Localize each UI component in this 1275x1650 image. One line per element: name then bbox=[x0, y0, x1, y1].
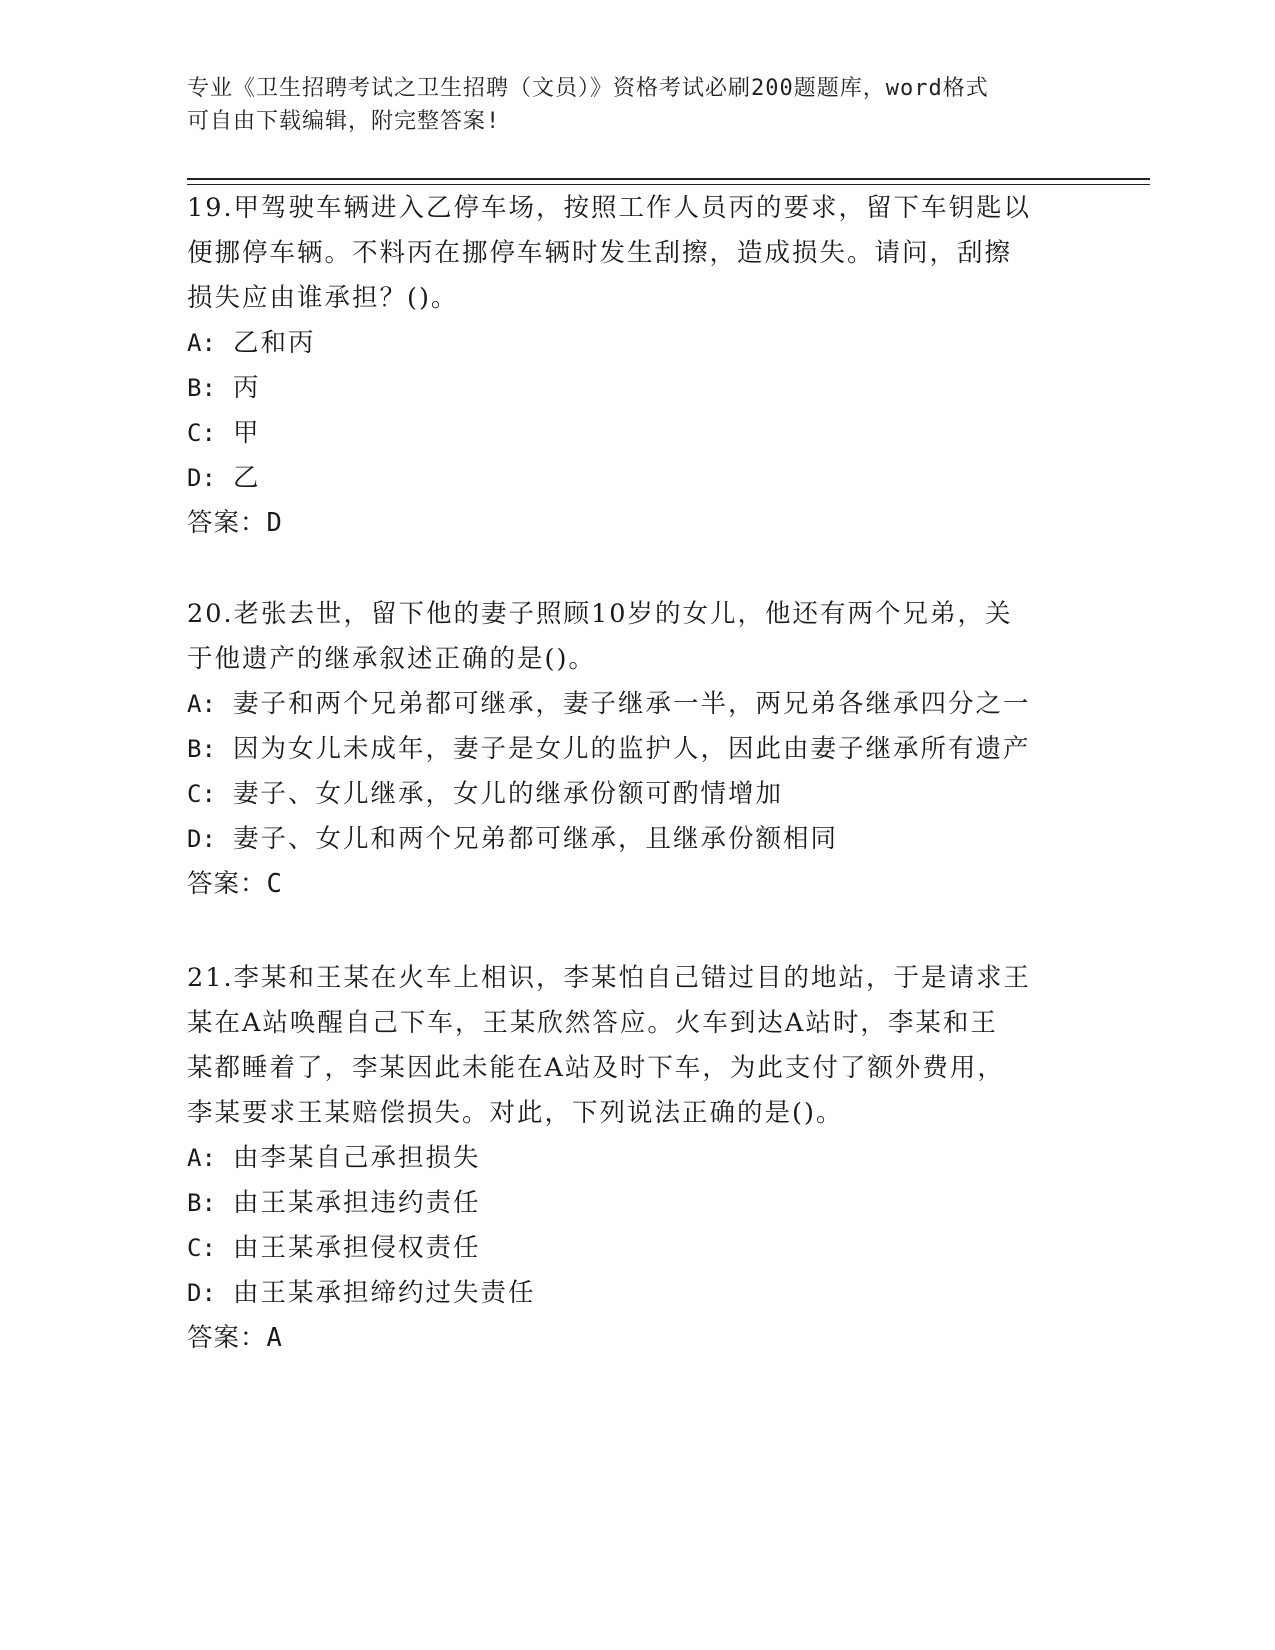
answer-label: 答案： bbox=[187, 1323, 267, 1353]
answer-line bbox=[187, 862, 1067, 907]
answer-label: 答案： bbox=[187, 869, 267, 899]
option-b bbox=[187, 1181, 1067, 1226]
option-text: 丙 bbox=[233, 373, 261, 403]
option-key: C: bbox=[187, 419, 216, 447]
option-text: 因为女儿未成年，妻子是女儿的监护人，因此由妻子继承所有遗产 bbox=[233, 734, 1031, 764]
option-key: A: bbox=[187, 329, 216, 357]
header-divider-thick bbox=[187, 178, 1150, 180]
option-text: 妻子、女儿和两个兄弟都可继承，且继承份额相同 bbox=[233, 824, 839, 854]
document-header bbox=[187, 72, 1087, 138]
option-key: B: bbox=[187, 374, 216, 402]
option-a bbox=[187, 1136, 1067, 1181]
question-stem-line: 损失应由谁承担？()。 bbox=[187, 283, 459, 313]
option-key: D: bbox=[187, 825, 216, 853]
question-stem-line: 19.甲驾驶车辆进入乙停车场，按照工作人员丙的要求，留下车钥匙以 bbox=[187, 193, 1032, 223]
option-key: A: bbox=[187, 1144, 216, 1172]
question-19 bbox=[187, 186, 1067, 546]
option-key: D: bbox=[187, 1279, 216, 1307]
option-text: 由李某自己承担损失 bbox=[233, 1143, 481, 1173]
question-stem-line: 便挪停车辆。不料丙在挪停车辆时发生刮擦，造成损失。请问，刮擦 bbox=[187, 238, 1013, 268]
option-b bbox=[187, 727, 1067, 772]
question-stem-line: 某都睡着了，李某因此未能在A站及时下车，为此支付了额外费用， bbox=[187, 1053, 1005, 1083]
option-text: 甲 bbox=[233, 418, 261, 448]
option-key: C: bbox=[187, 1234, 216, 1262]
question-stem-line: 20.老张去世，留下他的妻子照顾10岁的女儿，他还有两个兄弟，关 bbox=[187, 599, 1013, 629]
option-text: 由王某承担违约责任 bbox=[233, 1188, 481, 1218]
answer-value: D bbox=[266, 508, 283, 538]
question-stem-line: 李某要求王某赔偿损失。对此，下列说法正确的是()。 bbox=[187, 1098, 844, 1128]
option-a bbox=[187, 321, 1067, 366]
option-key: D: bbox=[187, 464, 216, 492]
question-21 bbox=[187, 956, 1067, 1361]
header-line-2: 可自由下载编辑，附完整答案! bbox=[187, 109, 501, 134]
option-text: 乙和丙 bbox=[233, 328, 316, 358]
option-text: 妻子、女儿继承，女儿的继承份额可酌情增加 bbox=[233, 779, 784, 809]
question-stem-line: 于他遗产的继承叙述正确的是()。 bbox=[187, 644, 596, 674]
option-text: 乙 bbox=[233, 463, 261, 493]
header-divider-thin bbox=[187, 184, 1150, 185]
answer-line bbox=[187, 501, 1067, 546]
option-text: 由王某承担缔约过失责任 bbox=[233, 1278, 536, 1308]
question-20 bbox=[187, 592, 1067, 907]
question-stem-line: 某在A站唤醒自己下车，王某欣然答应。火车到达A站时，李某和王 bbox=[187, 1008, 998, 1038]
option-c bbox=[187, 1226, 1067, 1271]
option-key: B: bbox=[187, 735, 216, 763]
option-text: 妻子和两个兄弟都可继承，妻子继承一半，两兄弟各继承四分之一 bbox=[233, 689, 1031, 719]
option-a bbox=[187, 682, 1067, 727]
option-c bbox=[187, 772, 1067, 817]
option-d bbox=[187, 456, 1067, 501]
answer-line bbox=[187, 1316, 1067, 1361]
question-stem-line: 21.李某和王某在火车上相识，李某怕自己错过目的地站，于是请求王 bbox=[187, 963, 1032, 993]
answer-value: A bbox=[266, 1323, 283, 1353]
option-b bbox=[187, 366, 1067, 411]
option-text: 由王某承担侵权责任 bbox=[233, 1233, 481, 1263]
option-key: C: bbox=[187, 780, 216, 808]
answer-value: C bbox=[266, 869, 283, 899]
answer-label: 答案： bbox=[187, 508, 267, 538]
option-c bbox=[187, 411, 1067, 456]
option-d bbox=[187, 1271, 1067, 1316]
option-d bbox=[187, 817, 1067, 862]
option-key: A: bbox=[187, 690, 216, 718]
header-line-1: 专业《卫生招聘考试之卫生招聘（文员）》资格考试必刷200题题库，word格式 bbox=[187, 76, 989, 101]
option-key: B: bbox=[187, 1189, 216, 1217]
